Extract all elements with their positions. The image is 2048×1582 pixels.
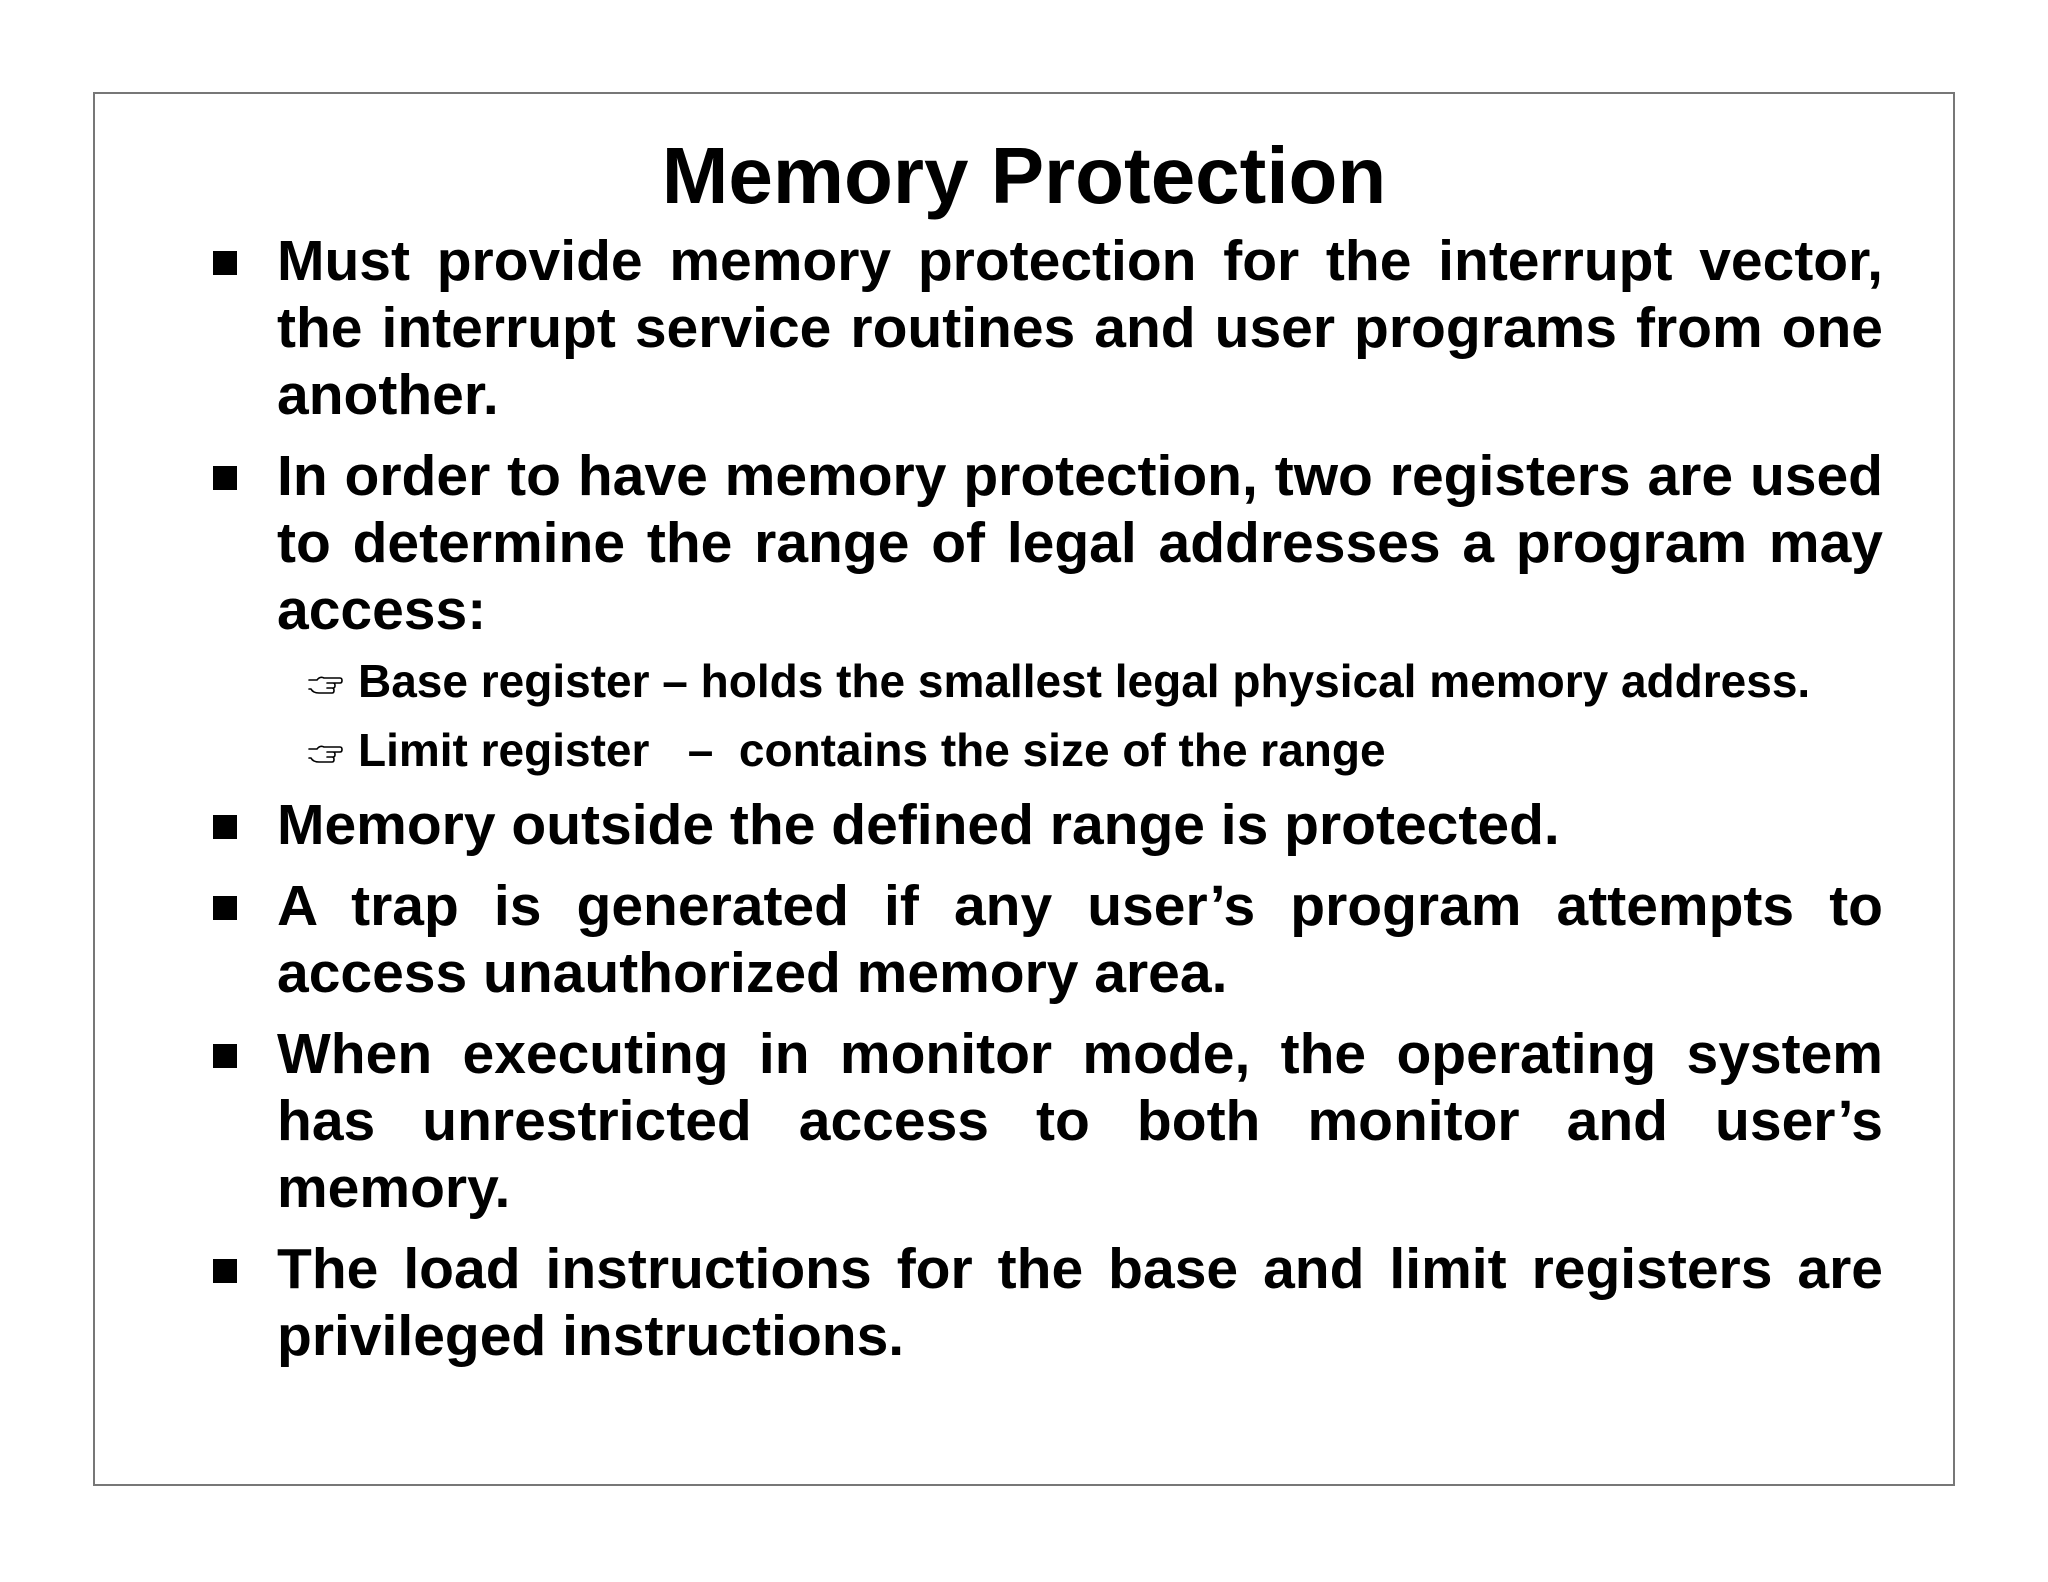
square-bullet-icon: [213, 1044, 237, 1068]
sub-bullet-item: [277, 723, 1883, 778]
sub-bullet-list: [277, 654, 1883, 778]
bullet-text: When executing in monitor mode, the operating system has unrestricted access to both monitor and user’s memory.: [277, 1022, 1883, 1220]
bullet-text: Must provide memory protection for the interrupt vector, the interrupt service routines and user programs from one another.: [277, 229, 1883, 427]
bullet-item: [210, 873, 1883, 1007]
bullet-item: [210, 1021, 1883, 1222]
sub-bullet-item: [277, 654, 1883, 709]
slide-title: Memory Protection: [661, 131, 1387, 220]
bullet-text: Memory outside the defined range is protected.: [277, 793, 1560, 857]
bullet-item: [210, 792, 1883, 859]
bullet-item: [210, 228, 1883, 429]
square-bullet-icon: [213, 251, 237, 275]
sub-bullet-text: Base register – holds the smallest legal physical memory address.: [358, 655, 1811, 707]
bullet-text: The load instructions for the base and limit registers are privileged instructions.: [277, 1237, 1883, 1368]
bullet-item: [210, 1236, 1883, 1370]
pointing-hand-icon: [307, 741, 343, 765]
bullet-list: [210, 228, 1883, 1370]
bullet-text: In order to have memory protection, two registers are used to determine the range of legal addresses a program may access:: [277, 444, 1883, 642]
square-bullet-icon: [213, 815, 237, 839]
bullet-text: A trap is generated if any user’s program attempts to access unauthorized memory area.: [277, 874, 1883, 1005]
bullet-item: [210, 443, 1883, 778]
sub-bullet-text: Limit register – contains the size of the range: [358, 724, 1386, 776]
pointing-hand-icon: [307, 672, 343, 696]
square-bullet-icon: [213, 896, 237, 920]
square-bullet-icon: [213, 1259, 237, 1283]
square-bullet-icon: [213, 466, 237, 490]
